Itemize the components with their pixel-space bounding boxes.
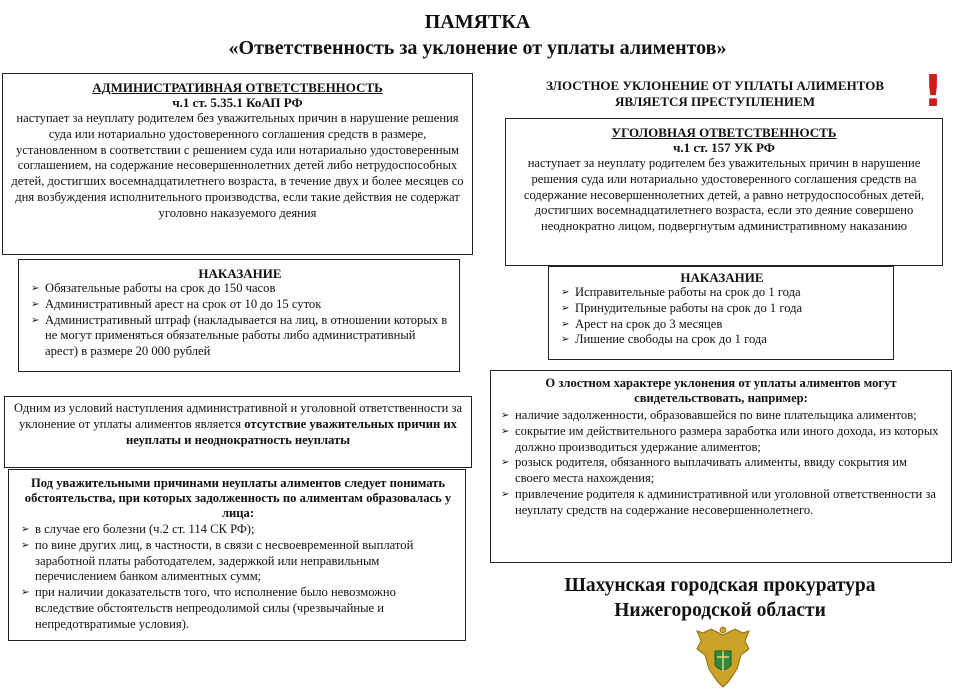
condition-text: Одним из условий наступления административной и уголовной ответственности за уклонение от уплаты алиментов является отсутствие уважительных причин их неуплаты и неоднократность неуплаты [13, 401, 463, 447]
signature-line2: Нижегородской области [614, 600, 826, 621]
criminal-heading: УГОЛОВНАЯ ОТВЕТСТВЕННОСТЬ [611, 125, 837, 140]
criminal-text: наступает за неуплату родителем без уважительных причин в нарушение решения суда или нотариально удостоверенного соглашения средств на содержание несовершеннолетних детей, а равно нетрудоспособных детей, достигших восемнадцатилетнего возраста, если это деяние совершено неоднократно лицом, подвергнутым административному наказанию [523, 156, 925, 234]
malicious-heading: О злостном характере уклонения от уплаты алиментов могут свидетельствовать, например: [545, 376, 897, 405]
prosecutor-emblem-icon [693, 625, 753, 691]
admin-punishment-item: ➢ Административный арест на срок от 10 до 15 суток [29, 297, 451, 313]
admin-punishment-heading: НАКАЗАНИЕ [198, 266, 282, 281]
malicious-sign-item: ➢ розыск родителя, обязанного выплачивать алименты, ввиду сокрытия им своего места нахождения; [499, 455, 943, 487]
condition-bold-text: отсутствие уважительных причин их неуплаты и неоднократность неуплаты [125, 416, 457, 447]
condition-box [4, 396, 472, 468]
signature [520, 573, 920, 623]
valid-reason-item: ➢ в случае его болезни (ч.2 ст. 114 СК РФ); [19, 522, 457, 538]
criminal-punishment-heading: НАКАЗАНИЕ [680, 270, 764, 285]
admin-punishment-box [18, 259, 460, 372]
page-subtitle: «Ответственность за уклонение от уплаты алиментов» [228, 37, 727, 59]
criminal-punishment-list [559, 285, 885, 348]
malicious-sign-item: ➢ привлечение родителя к административной или уголовной ответственности за неуплату средств на содержание несовершеннолетнего. [499, 487, 943, 519]
admin-text: наступает за неуплату родителем без уважительных причин в нарушение решения суда или нотариально удостоверенного соглашения средств в размере, установленном в соответствии с решением суда или нотариально удостоверенным соглашением, на содержание несовершеннолетних детей либо нетрудоспособных детей, достигших восемнадцатилетнего возраста, в течение двух и более месяцев со дня возбуждения исполнительного производства, если такие действия не содержат уголовно наказуемого деяния [11, 111, 464, 220]
criminal-punishment-box [548, 266, 894, 360]
malicious-evasion-box [490, 370, 952, 563]
malicious-list [499, 408, 943, 519]
criminal-punishment-item: ➢ Принудительные работы на срок до 1 года [559, 301, 885, 317]
valid-reason-item: ➢ при наличии доказательств того, что исполнение было невозможно вследствие обстоятельств непреодолимой силы (чрезвычайные и непредотвратимые условия). [19, 585, 457, 632]
valid-reasons-heading: Под уважительными причинами неуплаты алиментов следует понимать обстоятельства, при которых задолженность по алиментам образовалась у лица: [24, 476, 452, 520]
criminal-note-line1: ЗЛОСТНОЕ УКЛОНЕНИЕ ОТ УПЛАТЫ АЛИМЕНТОВ [546, 78, 884, 93]
valid-reasons-list [19, 522, 457, 633]
admin-punishment-item: ➢ Обязательные работы на срок до 150 часов [29, 281, 451, 297]
admin-punishment-item: ➢ Административный штраф (накладывается на лиц, в отношении которых в не могут применяться обязательные работы либо административный арест) в размере 20 000 рублей [29, 313, 451, 360]
criminal-punishment-item: ➢ Арест на срок до 3 месяцев [559, 317, 885, 333]
admin-article: ч.1 ст. 5.35.1 КоАП РФ [172, 95, 303, 110]
exclamation-icon: ! [923, 66, 944, 117]
criminal-note-line2: ЯВЛЯЕТСЯ ПРЕСТУПЛЕНИЕМ [615, 94, 815, 109]
valid-reasons-box [8, 469, 466, 641]
malicious-sign-item: ➢ наличие задолженности, образовавшейся по вине плательщика алиментов; [499, 408, 943, 424]
valid-reason-item: ➢ по вине других лиц, в частности, в связи с несвоевременной выплатой заработной платы работодателем, задержкой или неправильным перечислением банком алиментных сумм; [19, 538, 457, 585]
criminal-responsibility-box [505, 118, 943, 266]
page-title: ПАМЯТКА [424, 11, 531, 33]
criminal-note [495, 78, 935, 110]
admin-responsibility-box [2, 73, 473, 255]
criminal-article: ч.1 ст. 157 УК РФ [673, 140, 775, 155]
admin-heading: АДМИНИСТРАТИВНАЯ ОТВЕТСТВЕННОСТЬ [92, 80, 383, 95]
malicious-sign-item: ➢ сокрытие им действительного размера заработка или иного дохода, из которых должно производиться удержание алиментов; [499, 424, 943, 456]
admin-punishment-list [29, 281, 451, 360]
criminal-punishment-item: ➢ Лишение свободы на срок до 1 года [559, 332, 885, 348]
criminal-punishment-item: ➢ Исправительные работы на срок до 1 года [559, 285, 885, 301]
signature-line1: Шахунская городская прокуратура [564, 575, 876, 596]
